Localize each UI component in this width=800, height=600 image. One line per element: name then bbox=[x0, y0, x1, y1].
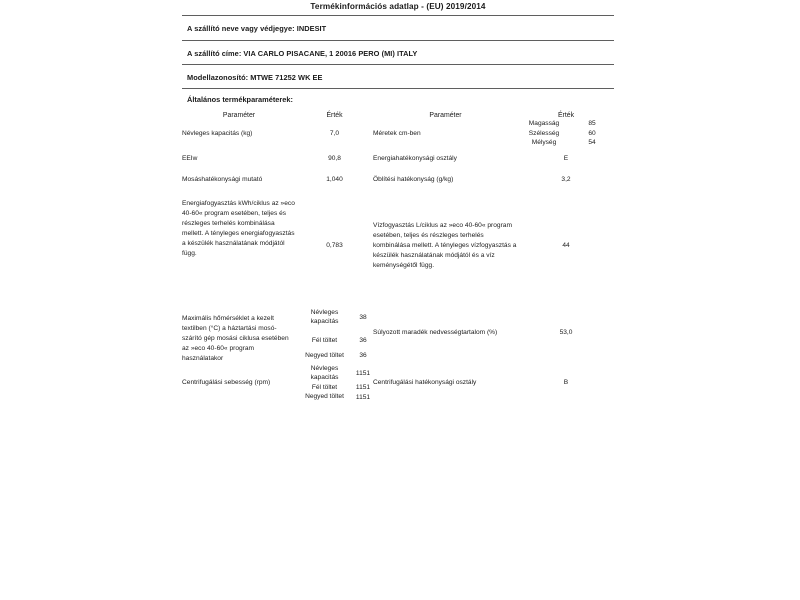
cell-temperature-load-label-quarter: Negyed töltet bbox=[305, 352, 344, 360]
column-header-parameter-right: Paraméter bbox=[429, 112, 462, 119]
cell-dimension-value-width: 60 bbox=[588, 129, 596, 137]
cell-spin-load-value-half: 1151 bbox=[355, 384, 371, 392]
divider-after-model bbox=[182, 88, 614, 89]
table-row-rated-capacity-1 bbox=[182, 119, 614, 129]
cell-energy-class-value: E bbox=[563, 154, 569, 162]
cell-water-consumption-param: Vízfogyasztás L/ciklus az »eco 40-60« program esetében, teljes és részleges terhelés kombinálása mellett. A tényleges vízfogyasztás a készülék használatának módjától és a víz keménységétől függ. bbox=[373, 221, 517, 269]
cell-dimension-value-height: 85 bbox=[588, 120, 596, 128]
product-parameters-table bbox=[182, 112, 614, 402]
cell-dimension-label-height: Magasság bbox=[528, 120, 560, 127]
cell-spin-load-label-half: Fél töltet bbox=[311, 383, 338, 391]
cell-energy-consumption-value: 0,783 bbox=[326, 242, 343, 250]
divider-after-address bbox=[182, 64, 614, 65]
general-parameters-label: Általános termékparaméterek: bbox=[187, 95, 293, 104]
cell-temperature-load-label-full: Névleges kapacitás bbox=[310, 308, 339, 326]
cell-spin-speed-param: Centrifugálási sebesség (rpm) bbox=[182, 378, 271, 386]
cell-dimension-label-depth: Mélység bbox=[531, 139, 557, 147]
cell-rinsing-efficiency-value: 3,2 bbox=[561, 175, 571, 183]
supplier-name-line: A szállító neve vagy védjegye: INDESIT bbox=[187, 24, 327, 33]
column-header-parameter-left: Paraméter bbox=[222, 112, 256, 119]
table-row-energy-water-consumption bbox=[182, 190, 614, 302]
cell-spin-load-value-quarter: 1151 bbox=[355, 393, 371, 401]
cell-eeiw-value: 90,8 bbox=[328, 154, 341, 162]
model-identifier-line: Modellazonosító: MTWE 71252 WK EE bbox=[187, 73, 323, 82]
cell-residual-moisture-value: 53,0 bbox=[559, 329, 573, 337]
cell-rinsing-efficiency-param: Öblítési hatékonyság (g/kg) bbox=[373, 175, 454, 183]
cell-wash-efficiency-value: 1,040 bbox=[326, 175, 343, 183]
cell-temperature-load-value-half: 36 bbox=[359, 336, 367, 344]
cell-rated-capacity-param: Névleges kapacitás (kg) bbox=[182, 129, 253, 137]
cell-spin-load-value-full: 1151 bbox=[355, 369, 371, 377]
column-header-value-right: Érték bbox=[557, 112, 575, 119]
divider-top bbox=[182, 15, 614, 16]
cell-dimension-label-width: Szélesség bbox=[528, 129, 560, 137]
page-title: Termékinformációs adatlap - (EU) 2019/2014 bbox=[310, 2, 486, 11]
cell-spin-class-value: B bbox=[563, 379, 569, 387]
supplier-address-line: A szállító címe: VIA CARLO PISACANE, 1 20016 PERO (MI) ITALY bbox=[187, 49, 418, 58]
cell-rated-capacity-value: 7,0 bbox=[329, 129, 340, 137]
cell-wash-efficiency-param: Mosáshatékonysági mutató bbox=[182, 175, 263, 183]
cell-dimensions-param: Méretek cm-ben bbox=[373, 129, 421, 137]
cell-spin-load-label-full: Névleges kapacitás bbox=[310, 364, 339, 382]
cell-energy-class-param: Energiahatékonysági osztály bbox=[373, 154, 457, 162]
cell-energy-consumption-param: Energiafogyasztás kWh/ciklus az »eco 40-60« program esetében, teljes és részleges terhelés kombinálása mellett. A tényleges energiafogyasztás a készülék használatának módjától függ. bbox=[182, 199, 295, 257]
table-row-spin-speed-1 bbox=[182, 364, 614, 383]
cell-water-consumption-value: 44 bbox=[562, 242, 570, 250]
table-header-row bbox=[182, 112, 614, 119]
cell-eeiw-param: EEIw bbox=[182, 154, 198, 162]
cell-spin-class-param: Centrifugálási hatékonysági osztály bbox=[373, 379, 477, 387]
table-row-wash-efficiency bbox=[182, 169, 614, 190]
cell-max-temperature-param: Maximális hőmérséklet a kezelt textilben (°C) a háztartási mosó-szárító gép mosási ciklusa esetében az »eco 40-60« program használatakor bbox=[182, 314, 289, 362]
cell-temperature-load-value-quarter: 36 bbox=[359, 352, 367, 360]
cell-temperature-load-value-full: 38 bbox=[359, 313, 367, 321]
cell-spin-load-label-quarter: Negyed töltet bbox=[305, 393, 344, 401]
cell-residual-moisture-param: Súlyozott maradék nedvességtartalom (%) bbox=[373, 329, 498, 337]
column-header-value-left: Érték bbox=[326, 112, 343, 119]
cell-dimension-value-depth: 54 bbox=[588, 139, 596, 147]
divider-after-supplier-name bbox=[182, 40, 614, 41]
cell-temperature-load-label-half: Fél töltet bbox=[311, 336, 338, 344]
table-row-max-temperature-1 bbox=[182, 302, 614, 333]
table-row-eeiw bbox=[182, 148, 614, 169]
